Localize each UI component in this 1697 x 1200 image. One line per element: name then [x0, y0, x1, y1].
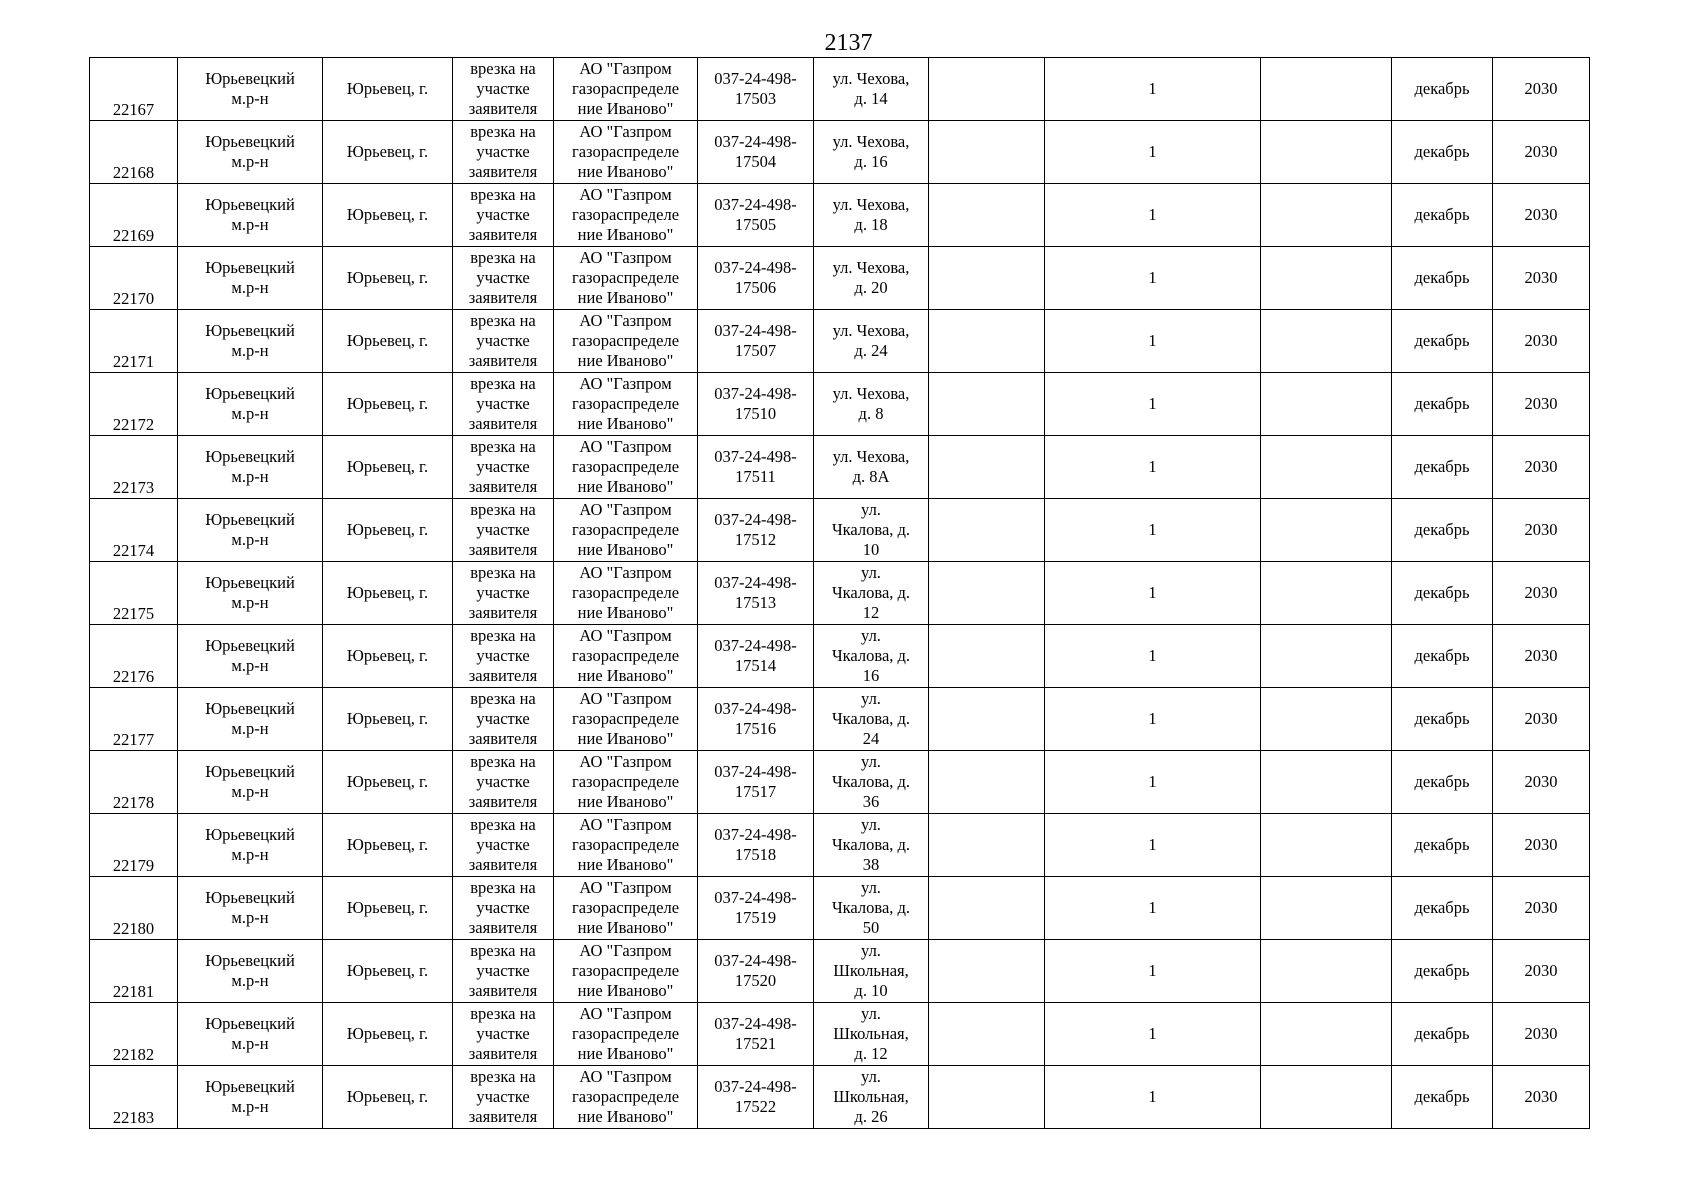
month-cell: декабрь [1392, 688, 1493, 751]
operator-cell: АО "Газпром газораспределе ние Иваново" [554, 247, 698, 310]
object-number-cell: 22183 [90, 1066, 178, 1129]
locality-cell: Юрьевец, г. [323, 688, 453, 751]
address-cell: ул. Чехова, д. 14 [814, 58, 929, 121]
locality-cell: Юрьевец, г. [323, 499, 453, 562]
year-cell: 2030 [1493, 58, 1590, 121]
year-cell: 2030 [1493, 310, 1590, 373]
operator-cell: АО "Газпром газораспределе ние Иваново" [554, 310, 698, 373]
address-cell: ул. Чкалова, д. 38 [814, 814, 929, 877]
object-number-cell: 22170 [90, 247, 178, 310]
locality-cell: Юрьевец, г. [323, 940, 453, 1003]
locality-cell: Юрьевец, г. [323, 751, 453, 814]
month-cell: декабрь [1392, 1066, 1493, 1129]
table-row [90, 877, 1590, 940]
month-cell: декабрь [1392, 625, 1493, 688]
object-number-cell: 22171 [90, 310, 178, 373]
year-cell: 2030 [1493, 688, 1590, 751]
year-cell: 2030 [1493, 373, 1590, 436]
empty-cell [929, 436, 1045, 499]
object-code-cell: 037-24-498- 17512 [698, 499, 814, 562]
year-cell: 2030 [1493, 814, 1590, 877]
object-code-cell: 037-24-498- 17522 [698, 1066, 814, 1129]
empty-cell [929, 373, 1045, 436]
district-cell: Юрьевецкий м.р-н [178, 1003, 323, 1066]
table-row [90, 58, 1590, 121]
address-cell: ул. Чкалова, д. 12 [814, 562, 929, 625]
table-body [90, 58, 1590, 1129]
empty-cell [1261, 1066, 1392, 1129]
table-row [90, 499, 1590, 562]
table-row [90, 121, 1590, 184]
connection-type-cell: врезка на участке заявителя [453, 121, 554, 184]
district-cell: Юрьевецкий м.р-н [178, 121, 323, 184]
connection-type-cell: врезка на участке заявителя [453, 562, 554, 625]
quantity-cell: 1 [1045, 625, 1261, 688]
object-code-cell: 037-24-498- 17517 [698, 751, 814, 814]
district-cell: Юрьевецкий м.р-н [178, 310, 323, 373]
year-cell: 2030 [1493, 121, 1590, 184]
month-cell: декабрь [1392, 121, 1493, 184]
operator-cell: АО "Газпром газораспределе ние Иваново" [554, 184, 698, 247]
object-number-cell: 22178 [90, 751, 178, 814]
empty-cell [1261, 814, 1392, 877]
object-code-cell: 037-24-498- 17510 [698, 373, 814, 436]
empty-cell [929, 877, 1045, 940]
locality-cell: Юрьевец, г. [323, 625, 453, 688]
empty-cell [929, 58, 1045, 121]
district-cell: Юрьевецкий м.р-н [178, 436, 323, 499]
empty-cell [929, 310, 1045, 373]
empty-cell [929, 1066, 1045, 1129]
object-code-cell: 037-24-498- 17506 [698, 247, 814, 310]
object-number-cell: 22176 [90, 625, 178, 688]
connection-type-cell: врезка на участке заявителя [453, 625, 554, 688]
operator-cell: АО "Газпром газораспределе ние Иваново" [554, 751, 698, 814]
month-cell: декабрь [1392, 499, 1493, 562]
year-cell: 2030 [1493, 940, 1590, 1003]
empty-cell [929, 1003, 1045, 1066]
month-cell: декабрь [1392, 373, 1493, 436]
table-row [90, 562, 1590, 625]
object-code-cell: 037-24-498- 17521 [698, 1003, 814, 1066]
table-row [90, 184, 1590, 247]
district-cell: Юрьевецкий м.р-н [178, 184, 323, 247]
month-cell: декабрь [1392, 184, 1493, 247]
month-cell: декабрь [1392, 247, 1493, 310]
table-row [90, 310, 1590, 373]
empty-cell [1261, 58, 1392, 121]
empty-cell [929, 562, 1045, 625]
empty-cell [929, 814, 1045, 877]
district-cell: Юрьевецкий м.р-н [178, 625, 323, 688]
empty-cell [1261, 877, 1392, 940]
object-number-cell: 22167 [90, 58, 178, 121]
locality-cell: Юрьевец, г. [323, 562, 453, 625]
empty-cell [929, 751, 1045, 814]
table-row [90, 814, 1590, 877]
month-cell: декабрь [1392, 814, 1493, 877]
address-cell: ул. Чехова, д. 8А [814, 436, 929, 499]
locality-cell: Юрьевец, г. [323, 58, 453, 121]
table-row [90, 373, 1590, 436]
month-cell: декабрь [1392, 436, 1493, 499]
empty-cell [1261, 247, 1392, 310]
empty-cell [1261, 499, 1392, 562]
table-row [90, 751, 1590, 814]
empty-cell [929, 121, 1045, 184]
year-cell: 2030 [1493, 499, 1590, 562]
address-cell: ул. Чкалова, д. 36 [814, 751, 929, 814]
district-cell: Юрьевецкий м.р-н [178, 751, 323, 814]
quantity-cell: 1 [1045, 499, 1261, 562]
year-cell: 2030 [1493, 247, 1590, 310]
locality-cell: Юрьевец, г. [323, 247, 453, 310]
operator-cell: АО "Газпром газораспределе ние Иваново" [554, 1003, 698, 1066]
connection-type-cell: врезка на участке заявителя [453, 373, 554, 436]
table-row [90, 1066, 1590, 1129]
connection-type-cell: врезка на участке заявителя [453, 940, 554, 1003]
address-cell: ул. Чкалова, д. 16 [814, 625, 929, 688]
operator-cell: АО "Газпром газораспределе ние Иваново" [554, 373, 698, 436]
connection-type-cell: врезка на участке заявителя [453, 1003, 554, 1066]
locality-cell: Юрьевец, г. [323, 814, 453, 877]
empty-cell [1261, 310, 1392, 373]
object-code-cell: 037-24-498- 17518 [698, 814, 814, 877]
connection-type-cell: врезка на участке заявителя [453, 247, 554, 310]
quantity-cell: 1 [1045, 688, 1261, 751]
quantity-cell: 1 [1045, 940, 1261, 1003]
address-cell: ул. Чехова, д. 20 [814, 247, 929, 310]
address-cell: ул. Школьная, д. 10 [814, 940, 929, 1003]
address-cell: ул. Чехова, д. 24 [814, 310, 929, 373]
month-cell: декабрь [1392, 940, 1493, 1003]
connection-type-cell: врезка на участке заявителя [453, 751, 554, 814]
locality-cell: Юрьевец, г. [323, 310, 453, 373]
quantity-cell: 1 [1045, 58, 1261, 121]
quantity-cell: 1 [1045, 184, 1261, 247]
district-cell: Юрьевецкий м.р-н [178, 562, 323, 625]
empty-cell [1261, 436, 1392, 499]
address-cell: ул. Чкалова, д. 10 [814, 499, 929, 562]
operator-cell: АО "Газпром газораспределе ние Иваново" [554, 625, 698, 688]
district-cell: Юрьевецкий м.р-н [178, 58, 323, 121]
locality-cell: Юрьевец, г. [323, 1066, 453, 1129]
object-number-cell: 22169 [90, 184, 178, 247]
locality-cell: Юрьевец, г. [323, 373, 453, 436]
month-cell: декабрь [1392, 877, 1493, 940]
object-code-cell: 037-24-498- 17519 [698, 877, 814, 940]
connection-type-cell: врезка на участке заявителя [453, 436, 554, 499]
address-cell: ул. Школьная, д. 12 [814, 1003, 929, 1066]
table-row [90, 688, 1590, 751]
month-cell: декабрь [1392, 1003, 1493, 1066]
object-number-cell: 22177 [90, 688, 178, 751]
empty-cell [1261, 373, 1392, 436]
month-cell: декабрь [1392, 310, 1493, 373]
empty-cell [929, 940, 1045, 1003]
operator-cell: АО "Газпром газораспределе ние Иваново" [554, 562, 698, 625]
empty-cell [929, 184, 1045, 247]
address-cell: ул. Чехова, д. 18 [814, 184, 929, 247]
operator-cell: АО "Газпром газораспределе ние Иваново" [554, 877, 698, 940]
connection-type-cell: врезка на участке заявителя [453, 688, 554, 751]
empty-cell [929, 625, 1045, 688]
table-row [90, 940, 1590, 1003]
empty-cell [1261, 625, 1392, 688]
year-cell: 2030 [1493, 562, 1590, 625]
connection-type-cell: врезка на участке заявителя [453, 814, 554, 877]
operator-cell: АО "Газпром газораспределе ние Иваново" [554, 814, 698, 877]
locality-cell: Юрьевец, г. [323, 436, 453, 499]
district-cell: Юрьевецкий м.р-н [178, 688, 323, 751]
object-number-cell: 22168 [90, 121, 178, 184]
year-cell: 2030 [1493, 877, 1590, 940]
quantity-cell: 1 [1045, 121, 1261, 184]
month-cell: декабрь [1392, 751, 1493, 814]
month-cell: декабрь [1392, 58, 1493, 121]
empty-cell [929, 499, 1045, 562]
object-number-cell: 22179 [90, 814, 178, 877]
address-cell: ул. Чкалова, д. 50 [814, 877, 929, 940]
object-code-cell: 037-24-498- 17511 [698, 436, 814, 499]
locality-cell: Юрьевец, г. [323, 121, 453, 184]
empty-cell [929, 247, 1045, 310]
address-cell: ул. Чехова, д. 16 [814, 121, 929, 184]
table-row [90, 247, 1590, 310]
empty-cell [1261, 940, 1392, 1003]
object-code-cell: 037-24-498- 17505 [698, 184, 814, 247]
connection-type-cell: врезка на участке заявителя [453, 1066, 554, 1129]
year-cell: 2030 [1493, 751, 1590, 814]
empty-cell [1261, 121, 1392, 184]
district-cell: Юрьевецкий м.р-н [178, 499, 323, 562]
quantity-cell: 1 [1045, 814, 1261, 877]
quantity-cell: 1 [1045, 1066, 1261, 1129]
quantity-cell: 1 [1045, 1003, 1261, 1066]
empty-cell [1261, 184, 1392, 247]
connection-type-cell: врезка на участке заявителя [453, 58, 554, 121]
operator-cell: АО "Газпром газораспределе ние Иваново" [554, 940, 698, 1003]
locality-cell: Юрьевец, г. [323, 184, 453, 247]
locality-cell: Юрьевец, г. [323, 1003, 453, 1066]
object-number-cell: 22182 [90, 1003, 178, 1066]
month-cell: декабрь [1392, 562, 1493, 625]
quantity-cell: 1 [1045, 877, 1261, 940]
gas-connection-table [89, 57, 1590, 1129]
district-cell: Юрьевецкий м.р-н [178, 940, 323, 1003]
empty-cell [929, 688, 1045, 751]
empty-cell [1261, 688, 1392, 751]
object-number-cell: 22180 [90, 877, 178, 940]
connection-type-cell: врезка на участке заявителя [453, 310, 554, 373]
operator-cell: АО "Газпром газораспределе ние Иваново" [554, 499, 698, 562]
table-row [90, 625, 1590, 688]
object-code-cell: 037-24-498- 17513 [698, 562, 814, 625]
object-number-cell: 22175 [90, 562, 178, 625]
quantity-cell: 1 [1045, 373, 1261, 436]
object-code-cell: 037-24-498- 17516 [698, 688, 814, 751]
quantity-cell: 1 [1045, 436, 1261, 499]
address-cell: ул. Школьная, д. 26 [814, 1066, 929, 1129]
year-cell: 2030 [1493, 625, 1590, 688]
operator-cell: АО "Газпром газораспределе ние Иваново" [554, 58, 698, 121]
table-row [90, 1003, 1590, 1066]
operator-cell: АО "Газпром газораспределе ние Иваново" [554, 1066, 698, 1129]
object-number-cell: 22181 [90, 940, 178, 1003]
district-cell: Юрьевецкий м.р-н [178, 814, 323, 877]
page-number: 2137 [824, 30, 873, 56]
district-cell: Юрьевецкий м.р-н [178, 373, 323, 436]
operator-cell: АО "Газпром газораспределе ние Иваново" [554, 436, 698, 499]
object-code-cell: 037-24-498- 17507 [698, 310, 814, 373]
locality-cell: Юрьевец, г. [323, 877, 453, 940]
district-cell: Юрьевецкий м.р-н [178, 877, 323, 940]
connection-type-cell: врезка на участке заявителя [453, 499, 554, 562]
quantity-cell: 1 [1045, 562, 1261, 625]
object-number-cell: 22172 [90, 373, 178, 436]
address-cell: ул. Чкалова, д. 24 [814, 688, 929, 751]
object-code-cell: 037-24-498- 17520 [698, 940, 814, 1003]
operator-cell: АО "Газпром газораспределе ние Иваново" [554, 121, 698, 184]
object-code-cell: 037-24-498- 17503 [698, 58, 814, 121]
quantity-cell: 1 [1045, 247, 1261, 310]
year-cell: 2030 [1493, 436, 1590, 499]
empty-cell [1261, 1003, 1392, 1066]
empty-cell [1261, 562, 1392, 625]
district-cell: Юрьевецкий м.р-н [178, 1066, 323, 1129]
year-cell: 2030 [1493, 1066, 1590, 1129]
object-code-cell: 037-24-498- 17514 [698, 625, 814, 688]
connection-type-cell: врезка на участке заявителя [453, 184, 554, 247]
table-row [90, 436, 1590, 499]
empty-cell [1261, 751, 1392, 814]
quantity-cell: 1 [1045, 751, 1261, 814]
district-cell: Юрьевецкий м.р-н [178, 247, 323, 310]
year-cell: 2030 [1493, 1003, 1590, 1066]
object-number-cell: 22173 [90, 436, 178, 499]
operator-cell: АО "Газпром газораспределе ние Иваново" [554, 688, 698, 751]
quantity-cell: 1 [1045, 310, 1261, 373]
address-cell: ул. Чехова, д. 8 [814, 373, 929, 436]
year-cell: 2030 [1493, 184, 1590, 247]
object-number-cell: 22174 [90, 499, 178, 562]
connection-type-cell: врезка на участке заявителя [453, 877, 554, 940]
object-code-cell: 037-24-498- 17504 [698, 121, 814, 184]
